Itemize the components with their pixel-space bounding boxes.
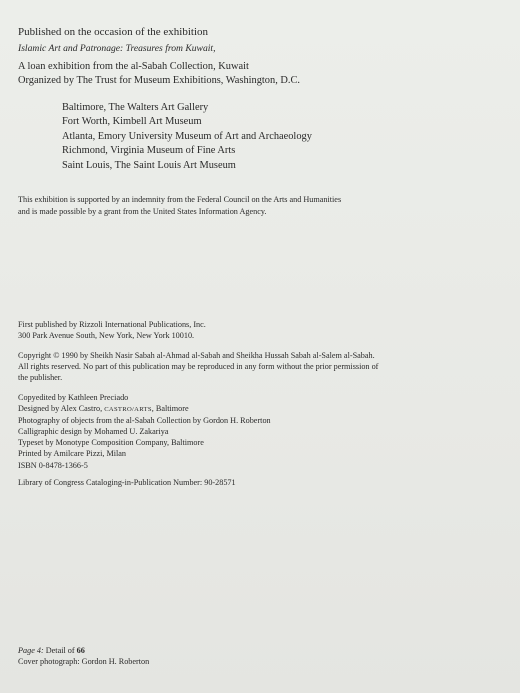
designed-suffix: , Baltimore: [151, 404, 189, 414]
detail-number: 66: [76, 646, 85, 655]
venue-item: Saint Louis, The Saint Louis Art Museum: [62, 159, 236, 171]
isbn: ISBN 0-8478-1366-5: [18, 461, 88, 470]
loan-line-2: Organized by The Trust for Museum Exhibitions, Washington, D.C.: [18, 75, 301, 87]
credit-photography: Photography of objects from the al-Sabah Collection by Gordon H. Roberton: [18, 415, 271, 425]
detail-text: Detail of: [43, 646, 77, 655]
credit-calligraphic: Calligraphic design by Mohamed U. Zakariya: [18, 427, 169, 436]
support-line-1: This exhibition is supported by an indemnity from the Federal Council on the Arts and Humanities: [18, 195, 342, 204]
venue-item: Richmond, Virginia Museum of Fine Arts: [62, 145, 236, 157]
loan-info: [18, 62, 300, 91]
published-line: Published on the occasion of the exhibition: [18, 26, 209, 38]
credit-designed: [18, 405, 271, 414]
venue-list: [62, 103, 312, 175]
copyright-line-2: All rights reserved. No part of this publication may be reproduced in any form without the prior permission of: [18, 362, 379, 372]
production-credits: [18, 394, 271, 462]
venue-item: Atlanta, Emory University Museum of Art and Archaeology: [62, 130, 312, 142]
support-line-2: and is made possible by a grant from the United States Information Agency.: [18, 207, 267, 217]
page-detail-line: [18, 647, 149, 655]
credit-printed: Printed by Amilcare Pizzi, Milan: [18, 449, 127, 459]
venue-item: Fort Worth, Kimbell Art Museum: [62, 116, 202, 128]
publisher-info: [18, 321, 206, 343]
cover-photo-credit: Cover photograph: Gordon H. Roberton: [18, 657, 150, 667]
copyright-notice: [18, 352, 378, 386]
credit-copyedited: Copyedited by Kathleen Preciado: [18, 393, 129, 402]
publisher-line-2: 300 Park Avenue South, New York, New York 10010.: [18, 331, 195, 341]
copyright-line-3: the publisher.: [18, 373, 63, 383]
exhibition-title: Islamic Art and Patronage: Treasures from Kuwait,: [18, 43, 216, 54]
venue-item: Baltimore, The Walters Art Gallery: [62, 102, 209, 113]
credit-typeset: Typeset by Monotype Composition Company, Baltimore: [18, 438, 204, 448]
cover-credits: [18, 647, 149, 669]
page-label: Page 4:: [18, 646, 44, 655]
copyright-line-1: Copyright © 1990 by Sheikh Nasir Sabah al-Ahmad al-Sabah and Sheikha Hussah Sabah al-Salem al-Sabah.: [18, 351, 375, 360]
publisher-line-1: First published by Rizzoli International Publications, Inc.: [18, 320, 206, 329]
loan-line-1: A loan exhibition from the al-Sabah Collection, Kuwait: [18, 61, 249, 72]
designed-prefix: Designed by Alex Castro,: [18, 404, 105, 414]
publication-occasion: [18, 27, 215, 54]
lccn: Library of Congress Cataloging-in-Publication Number: 90-28571: [18, 478, 236, 487]
designed-firm: CASTRO/ARTS: [104, 406, 152, 414]
support-statement: [18, 196, 341, 220]
